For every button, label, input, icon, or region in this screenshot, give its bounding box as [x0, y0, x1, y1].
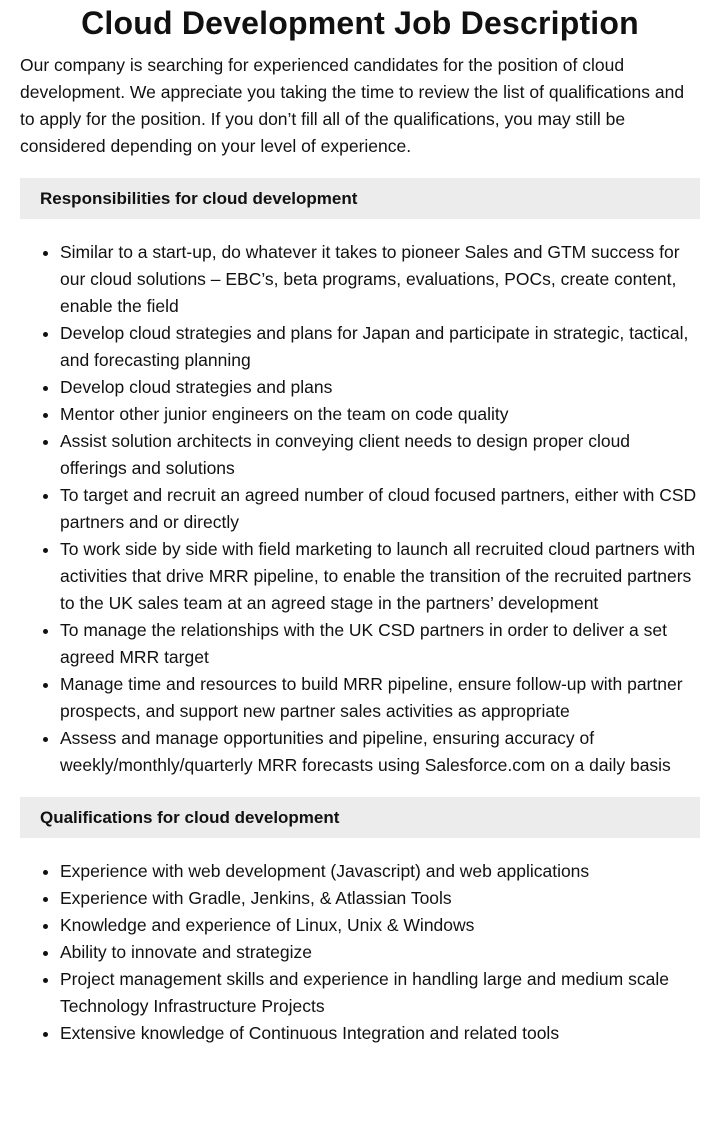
list-item: • Experience with web development (Javascript) and web applications	[60, 858, 700, 885]
responsibilities-list	[20, 239, 700, 779]
list-item: • Extensive knowledge of Continuous Integration and related tools	[60, 1020, 700, 1047]
list-item: • Knowledge and experience of Linux, Unix & Windows	[60, 912, 700, 939]
page-title: Cloud Development Job Description	[81, 5, 639, 41]
list-item: • Project management skills and experience in handling large and medium scale Technology Infrastructure Projects	[60, 966, 700, 1020]
list-item: • Mentor other junior engineers on the team on code quality	[60, 401, 700, 428]
list-item: • Manage time and resources to build MRR pipeline, ensure follow-up with partner prospects, and support new partner sales activities as appropriate	[60, 671, 700, 725]
list-item: • To work side by side with field marketing to launch all recruited cloud partners with activities that drive MRR pipeline, to enable the transition of the recruited partners to the UK sales team at an agreed stage in the partners’ development	[60, 536, 700, 617]
intro-paragraph: Our company is searching for experienced candidates for the position of cloud development. We appreciate you taking the time to review the list of qualifications and to apply for the position. If you don’t fill all of the qualifications, you may still be considered depending on your level of experience.	[20, 55, 685, 156]
list-item: • Assess and manage opportunities and pipeline, ensuring accuracy of weekly/monthly/quarterly MRR forecasts using Salesforce.com on a daily basis	[60, 725, 700, 779]
qualifications-list	[20, 858, 700, 1047]
responsibilities-heading: Responsibilities for cloud development	[20, 178, 700, 219]
list-item: • Similar to a start-up, do whatever it takes to pioneer Sales and GTM success for our cloud solutions – EBC’s, beta programs, evaluations, POCs, create content, enable the field	[60, 239, 700, 320]
list-item: • To manage the relationships with the UK CSD partners in order to deliver a set agreed MRR target	[60, 617, 700, 671]
list-item: • Experience with Gradle, Jenkins, & Atlassian Tools	[60, 885, 700, 912]
list-item: • To target and recruit an agreed number of cloud focused partners, either with CSD partners and or directly	[60, 482, 700, 536]
list-item: • Develop cloud strategies and plans	[60, 374, 700, 401]
list-item: • Develop cloud strategies and plans for Japan and participate in strategic, tactical, and forecasting planning	[60, 320, 700, 374]
list-item: • Ability to innovate and strategize	[60, 939, 700, 966]
qualifications-heading: Qualifications for cloud development	[20, 797, 700, 838]
list-item: • Assist solution architects in conveying client needs to design proper cloud offerings and solutions	[60, 428, 700, 482]
